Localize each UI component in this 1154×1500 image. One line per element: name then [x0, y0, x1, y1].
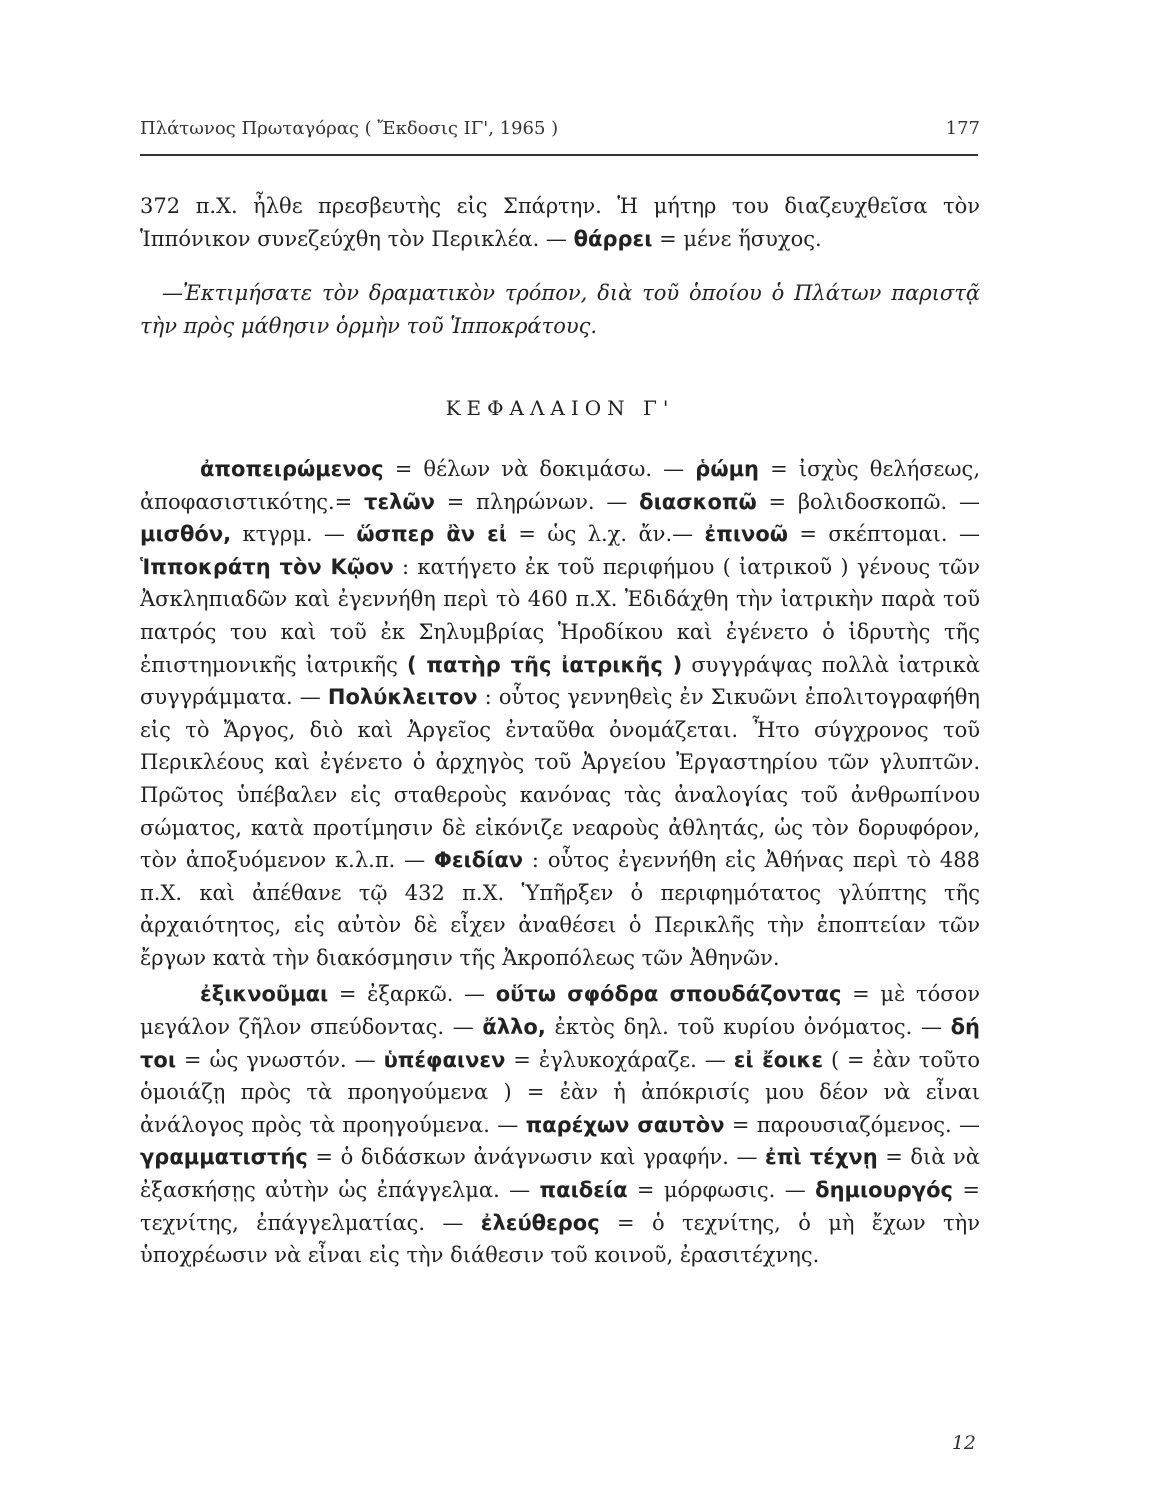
- signature-number: 12: [951, 1432, 976, 1454]
- chapter-title: ΚΕΦΑΛΑΙΟΝ Γ': [445, 396, 675, 421]
- body-text: [140, 190, 980, 1272]
- page-number: 177: [945, 118, 980, 139]
- intro-paragraph: 372 π.Χ. ἦλθε πρεσβευτὴς εἰς Σπάρτην. Ἡ μήτηρ του διαζευχθεῖσα τὸν Ἱππόνικον συνεζεύχθη τὸν Περικλέα. — θάρρει = μένε ἥσυχος.: [140, 194, 980, 251]
- gloss-paragraph-1: ἀποπειρώμενος = θέλων νὰ δοκιμάσω. — ῥώμη = ἰσχὺς θελήσεως, ἀποφασιστικότης.= τελῶν = πληρώνων. — διασκοπῶ = βολιδοσκοπῶ. — μισθόν, κτγρμ. — ὥσπερ ἂν εἰ = ὡς λ.χ. ἄν.— ἐπινοῶ = σκέπτομαι. — Ἱπποκράτη τὸν Κῷον : κατήγετο ἐκ τοῦ περιφήμου ( ἰατρικοῦ ) γένους τῶν Ἀσκληπιαδῶν καὶ ἐγεννήθη περὶ τὸ 460 π.Χ. Ἐδιδάχθη τὴν ἰατρικὴν παρὰ τοῦ πατρός του καὶ τοῦ ἐκ Σηλυμβρίας Ἡροδίκου καὶ ἐγένετο ὁ ἱδρυτὴς τῆς ἐπιστημονικῆς ἰατρικῆς ( πατὴρ τῆς ἰατρικῆς ) συγγράψας πολλὰ ἰατρικὰ συγγράμματα. — Πολύκλειτον : οὗτος γεννηθεὶς ἐν Σικυῶνι ἐπολιτογραφήθη εἰς τὸ Ἄργος, διὸ καὶ Ἀργεῖος ἐνταῦθα ὀνομάζεται. Ἦτο σύγχρονος τοῦ Περικλέους καὶ ἐγένετο ὁ ἀρχηγὸς τοῦ Ἀργείου Ἐργαστηρίου τῶν γλυπτῶν. Πρῶτος ὑπέβαλεν εἰς σταθεροὺς κανόνας τὰς ἀναλογίας τοῦ ἀνθρωπίνου σώματος, κατὰ προτίμησιν δὲ εἰκόνιζε νεαροὺς ἀθλητάς, ὡς τὸν δορυφόρον, τὸν ἀποξυόμενον κ.λ.π. — Φειδίαν : οὗτος ἐγεννήθη εἰς Ἀθήνας περὶ τὸ 488 π.Χ. καὶ ἀπέθανε τῷ 432 π.Χ. Ὑπῆρξεν ὁ περιφημότατος γλύπτης τῆς ἀρχαιότητος, εἰς αὐτὸν δὲ εἶχεν ἀναθέσει ὁ Περικλῆς τὴν ἐποπτείαν τῶν ἔργων κατὰ τὴν διακόσμησιν τῆς Ἀκροπόλεως τῶν Ἀθηνῶν.: [140, 456, 981, 970]
- running-head: [140, 118, 980, 139]
- gloss-paragraph-2: ἐξικνοῦμαι = ἐξαρκῶ. — οὕτω σφόδρα σπουδάζοντας = μὲ τόσον μεγάλον ζῆλον σπεύδοντας. — ἄλλο, ἐκτὸς δηλ. τοῦ κυρίου ὀνόματος. — δή τοι = ὡς γνωστόν. — ὑπέφαινεν = ἐγλυκοχάραζε. — εἰ ἔοικε ( = ἐὰν τοῦτο ὁμοιάζῃ πρὸς τὰ προηγούμενα ) = ἐὰν ἡ ἀπόκρισίς μου δέον νὰ εἶναι ἀνάλογος πρὸς τὰ προηγούμενα. — παρέχων σαυτὸν = παρουσιαζόμενος. — γραμματιστής = ὁ διδάσκων ἀνάγνωσιν καὶ γραφήν. — ἐπὶ τέχνῃ = διὰ νὰ ἐξασκήσῃς αὐτὴν ὡς ἐπάγγελμα. — παιδεία = μόρφωσις. — δημιουργός = τεχνίτης, ἐπάγγελματίας. — ἐλεύθερος = ὁ τεχνίτης, ὁ μὴ ἔχων τὴν ὑποχρέωσιν νὰ εἶναι εἰς τὴν διάθεσιν τοῦ κοινοῦ, ἐρασιτέχνης.: [140, 982, 980, 1268]
- running-head-title: Πλάτωνος Πρωταγόρας ( Ἔκδοσις ΙΓ', 1965 ): [140, 118, 559, 139]
- header-rule: [140, 154, 978, 156]
- study-question: —Ἐκτιμήσατε τὸν δραματικὸν τρόπον, διὰ τοῦ ὁποίου ὁ Πλάτων παριστᾷ τὴν πρὸς μάθησιν ὁρμὴν τοῦ Ἱπποκράτους.: [140, 281, 980, 338]
